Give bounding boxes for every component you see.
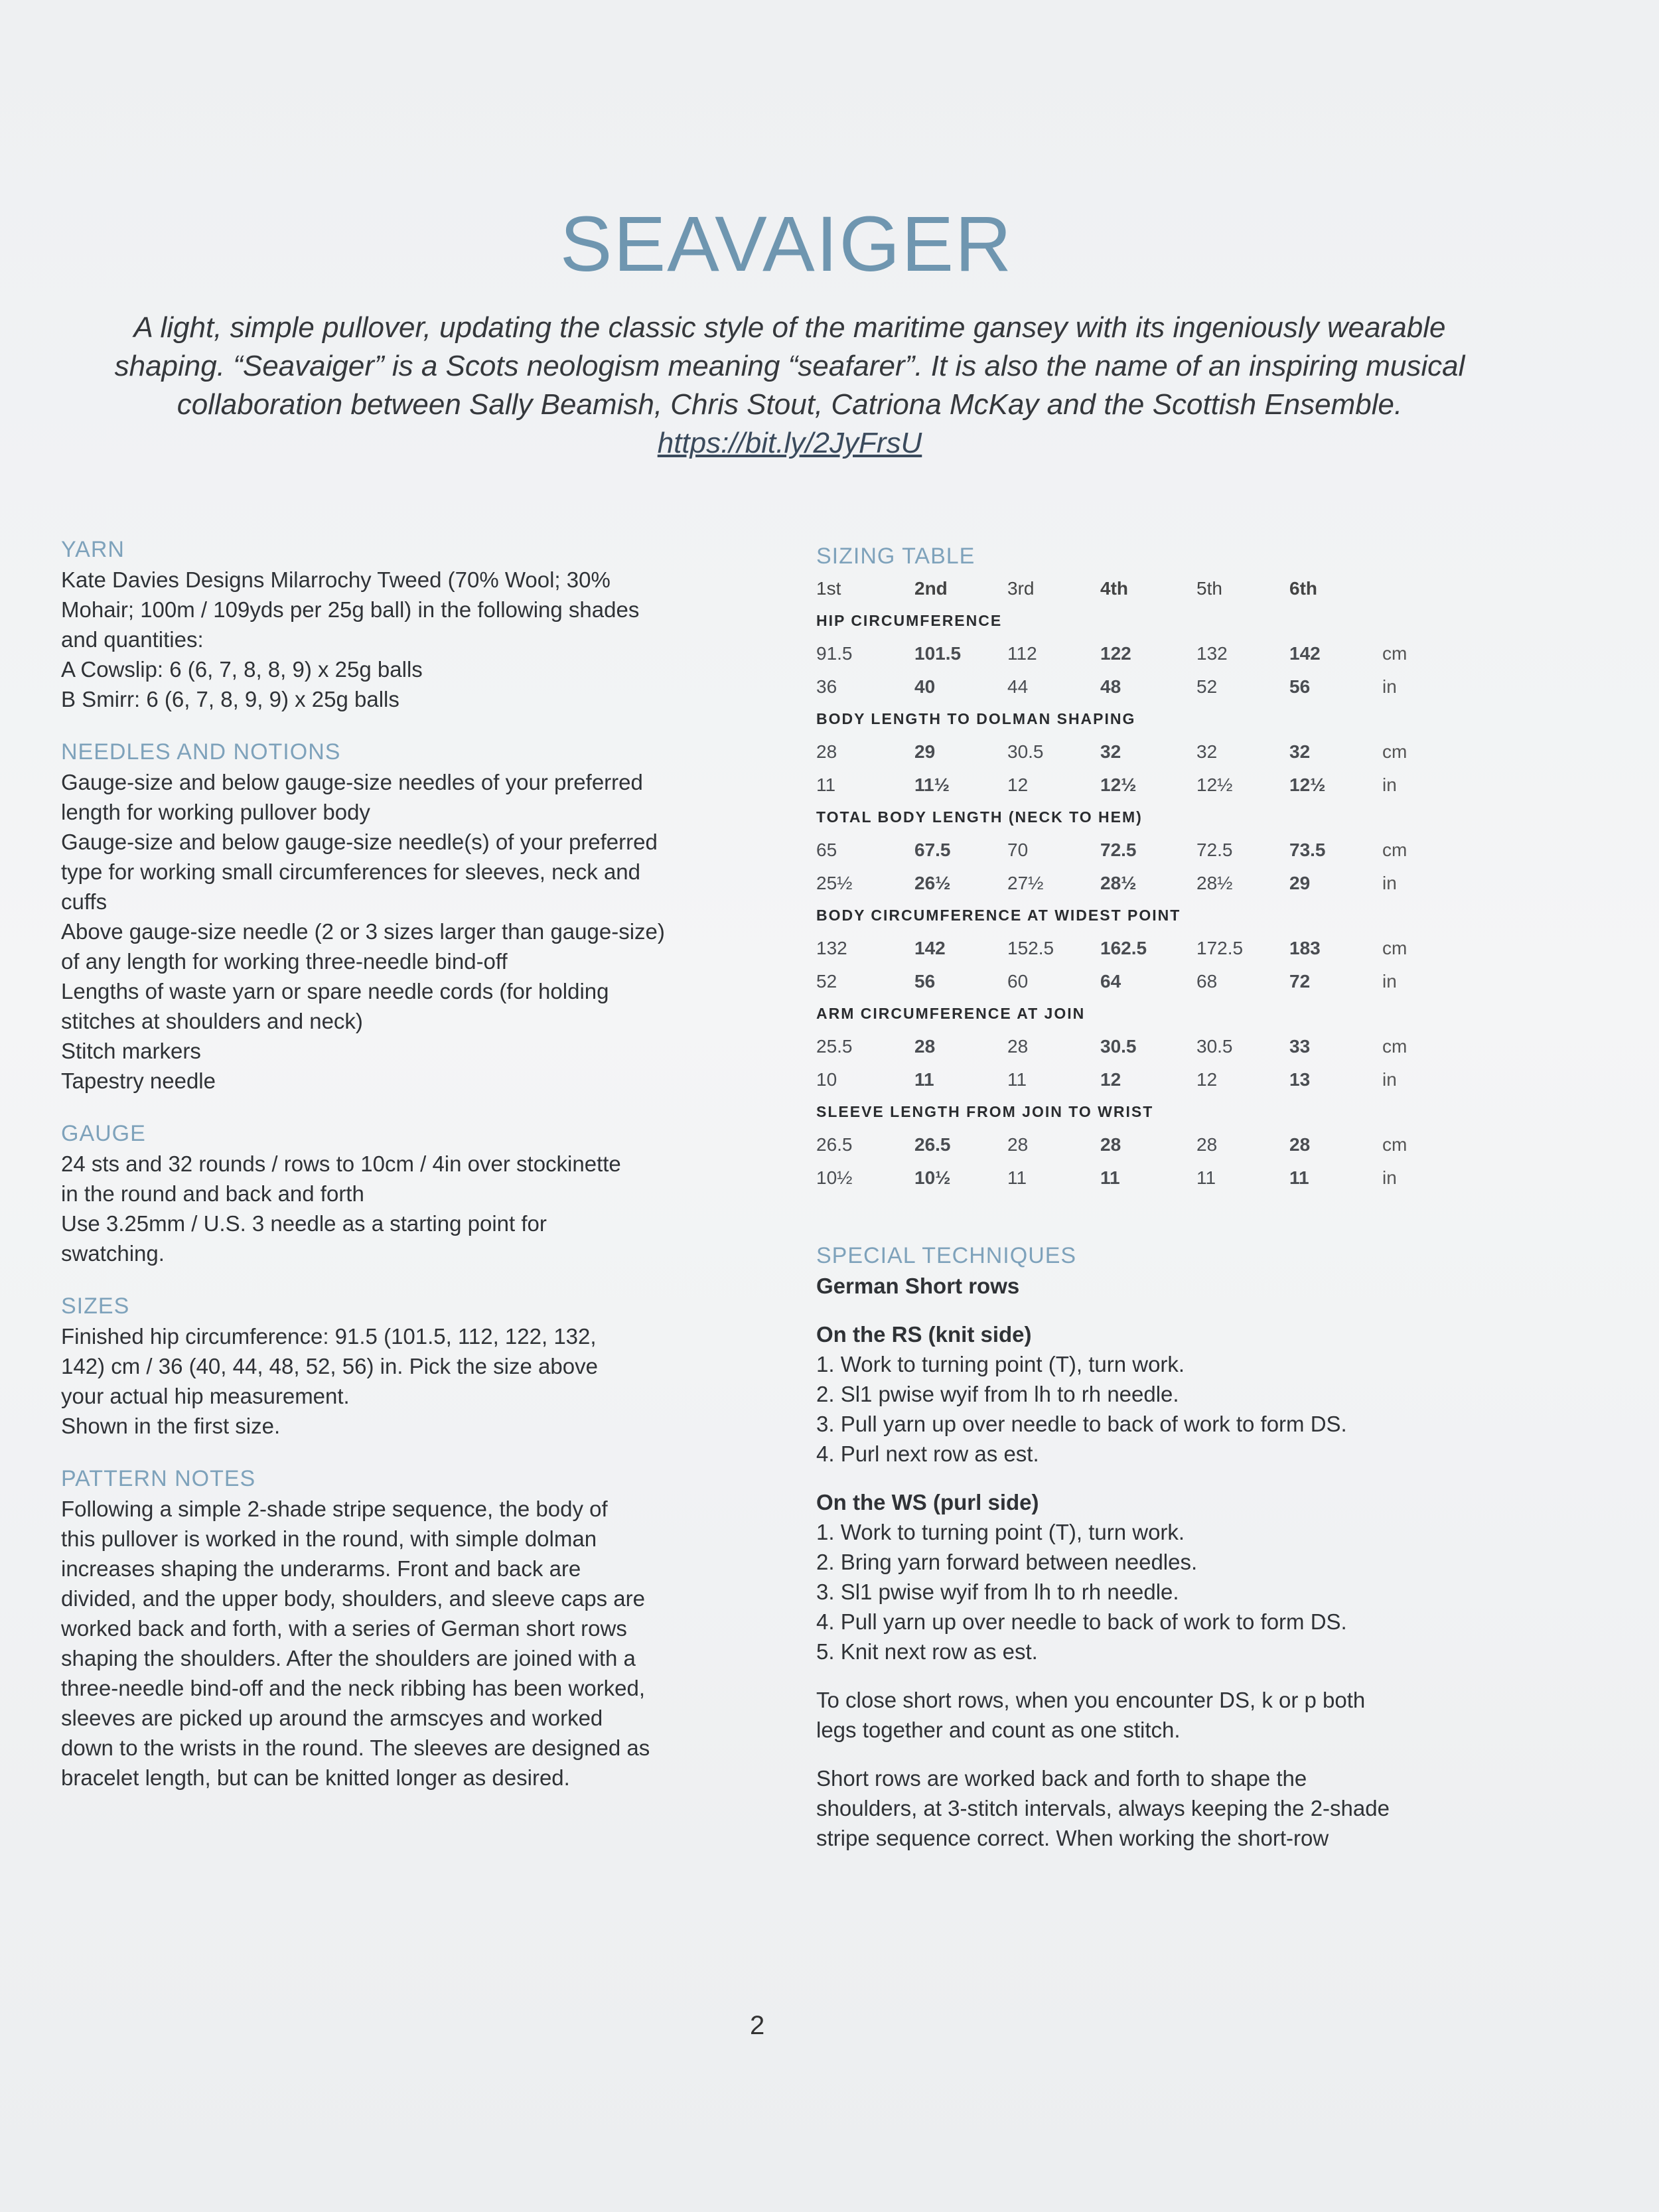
measurement-value: 12½ [1289,774,1326,795]
ws-step: 2. Bring yarn forward between needles. [816,1550,1198,1574]
gauge-heading: GAUGE [61,1121,146,1146]
needles-heading: NEEDLES AND NOTIONS [61,739,341,765]
measurement-unit: cm [1382,839,1407,860]
size-column-label: 2nd [914,577,948,599]
intro-link[interactable]: https://bit.ly/2JyFrsU [657,427,922,459]
measurement-value: 12 [1100,1069,1121,1090]
measurement-value: 26½ [914,872,951,893]
measurement-unit: cm [1382,937,1407,958]
needles-line: Above gauge-size needle (2 or 3 sizes larger than gauge-size) [61,919,665,944]
sizing-header-row [816,571,1500,605]
measurement-value: 25.5 [816,1035,853,1057]
measurement-value: 122 [1100,642,1131,664]
measurement-value: 142 [914,937,946,958]
needles-line: length for working pullover body [61,800,370,824]
measurement-value: 64 [1100,970,1121,992]
pattern-notes-section [61,1463,751,1793]
measurement-value: 11 [816,774,836,795]
measurement-value: 28 [1289,1134,1311,1155]
measurement-value: 162.5 [1100,937,1147,958]
size-column-label: 4th [1100,577,1128,599]
measurement-unit: cm [1382,1035,1407,1057]
intro-paragraph [66,309,1513,463]
measurement-value: 152.5 [1007,937,1054,958]
measurement-row [816,1063,1500,1096]
measurement-value: 11 [914,1069,934,1090]
measurement-label: BODY CIRCUMFERENCE AT WIDEST POINT [816,906,1181,924]
measurement-value: 11 [1007,1167,1027,1188]
ws-step: 5. Knit next row as est. [816,1639,1038,1664]
measurement-value: 28½ [1196,872,1233,893]
measurement-row [816,1161,1500,1194]
measurement-value: 72.5 [1100,839,1137,860]
measurement-row [816,931,1500,964]
measurement-value: 30.5 [1007,741,1044,762]
measurement-value: 132 [816,937,847,958]
measurement-value: 11 [1007,1069,1027,1090]
ws-step: 3. Sl1 pwise wyif from lh to rh needle. [816,1580,1179,1604]
pattern-notes-line: three-needle bind-off and the neck ribbing has been worked, [61,1676,645,1700]
measurement-unit: in [1382,970,1397,992]
page-number: 2 [750,2011,765,2040]
page-title: SEAVAIGER [559,200,1013,288]
measurement-unit: cm [1382,741,1407,762]
needles-section [61,737,751,1096]
shoulder-short-rows-paragraph [816,1763,1500,1853]
ws-step: 1. Work to turning point (T), turn work. [816,1520,1185,1544]
measurement-group-row [816,1096,1500,1128]
yarn-line: A Cowslip: 6 (6, 7, 8, 8, 9) x 25g balls [61,657,423,682]
pattern-notes-line: increases shaping the underarms. Front and back are [61,1556,581,1581]
measurement-label: BODY LENGTH TO DOLMAN SHAPING [816,709,1136,727]
pattern-notes-line: Following a simple 2-shade stripe sequence, the body of [61,1497,608,1521]
measurement-value: 30.5 [1100,1035,1137,1057]
measurement-value: 132 [1196,642,1228,664]
intro-line: shaping. “Seavaiger” is a Scots neologism meaning “seafarer”. It is also the name of an inspiring musical [114,350,1465,382]
measurement-row [816,735,1500,768]
measurement-value: 12½ [1196,774,1233,795]
needles-line: Gauge-size and below gauge-size needles of your preferred [61,770,643,794]
measurement-group-row [816,703,1500,735]
measurement-value: 11 [1196,1167,1216,1188]
measurement-unit: in [1382,676,1397,697]
gauge-line: swatching. [61,1241,165,1266]
needles-line: cuffs [61,889,108,914]
measurement-row [816,1128,1500,1161]
measurement-unit: cm [1382,642,1407,664]
measurement-value: 40 [914,676,936,697]
measurement-value: 28 [1007,1134,1029,1155]
measurement-value: 12 [1196,1069,1218,1090]
measurement-value: 48 [1100,676,1121,697]
gauge-line: in the round and back and forth [61,1181,364,1206]
measurement-row [816,636,1500,670]
measurement-value: 10½ [816,1167,853,1188]
sizes-line: Finished hip circumference: 91.5 (101.5, 112, 122, 132, [61,1324,597,1349]
yarn-heading: YARN [61,537,125,562]
shoulder-line: Short rows are worked back and forth to shape the [816,1766,1307,1791]
measurement-row [816,768,1500,801]
rs-steps-block [816,1319,1500,1469]
gauge-line: 24 sts and 32 rounds / rows to 10cm / 4in over stockinette [61,1151,621,1176]
measurement-value: 60 [1007,970,1029,992]
measurement-row [816,964,1500,997]
sizes-line: Shown in the first size. [61,1414,281,1438]
left-column [61,534,751,1815]
sizing-table-body [816,571,1500,1194]
measurement-value: 70 [1007,839,1029,860]
measurement-value: 56 [1289,676,1311,697]
measurement-value: 28 [1007,1035,1029,1057]
rs-step: 4. Purl next row as est. [816,1441,1039,1466]
needles-line: Gauge-size and below gauge-size needle(s) of your preferred [61,830,658,854]
special-techniques-subheading: German Short rows [816,1274,1020,1298]
measurement-unit: in [1382,774,1397,795]
pattern-notes-line: down to the wrists in the round. The sleeves are designed as [61,1735,650,1760]
ws-steps-block [816,1487,1500,1666]
measurement-value: 72.5 [1196,839,1233,860]
measurement-value: 28 [816,741,837,762]
close-short-rows-paragraph [816,1685,1500,1745]
measurement-value: 28½ [1100,872,1137,893]
size-column-label: 1st [816,577,841,599]
needles-line: of any length for working three-needle bind-off [61,949,508,974]
measurement-unit: in [1382,872,1397,893]
measurement-value: 142 [1289,642,1321,664]
measurement-unit: in [1382,1069,1397,1090]
sizing-table [816,571,1500,1194]
measurement-row [816,1029,1500,1063]
size-column-label: 3rd [1007,577,1035,599]
yarn-line: and quantities: [61,627,204,652]
special-techniques-heading: SPECIAL TECHNIQUES [816,1243,1077,1268]
unit-cell [1382,571,1500,605]
measurement-value: 91.5 [816,642,853,664]
ws-step: 4. Pull yarn up over needle to back of work to form DS. [816,1609,1347,1634]
yarn-section [61,534,751,714]
measurement-value: 32 [1100,741,1121,762]
measurement-value: 12½ [1100,774,1137,795]
measurement-group-row [816,899,1500,931]
gauge-line: Use 3.25mm / U.S. 3 needle as a starting point for [61,1211,547,1236]
intro-line: A light, simple pullover, updating the classic style of the maritime gansey with its ingeniously wearable [133,311,1446,344]
measurement-value: 36 [816,676,837,697]
needles-line: stitches at shoulders and neck) [61,1009,363,1033]
size-column-label: 6th [1289,577,1317,599]
ws-heading: On the WS (purl side) [816,1490,1039,1514]
measurement-value: 56 [914,970,936,992]
pattern-notes-heading: PATTERN NOTES [61,1466,256,1491]
rs-heading: On the RS (knit side) [816,1322,1032,1347]
pattern-notes-line: worked back and forth, with a series of German short rows [61,1616,627,1641]
needles-line: Stitch markers [61,1039,201,1063]
pattern-notes-line: divided, and the upper body, shoulders, and sleeve caps are [61,1586,645,1611]
measurement-label: TOTAL BODY LENGTH (NECK TO HEM) [816,808,1143,826]
yarn-line: B Smirr: 6 (6, 7, 8, 9, 9) x 25g balls [61,687,399,711]
close-line: To close short rows, when you encounter DS, k or p both [816,1688,1366,1712]
yarn-line: Kate Davies Designs Milarrochy Tweed (70% Wool; 30% [61,567,611,592]
measurement-value: 32 [1196,741,1218,762]
measurement-value: 26.5 [914,1134,951,1155]
measurement-value: 183 [1289,937,1321,958]
measurement-value: 73.5 [1289,839,1326,860]
measurement-value: 28 [1196,1134,1218,1155]
needles-line: type for working small circumferences for sleeves, neck and [61,859,641,884]
measurement-value: 10½ [914,1167,951,1188]
measurement-value: 67.5 [914,839,951,860]
measurement-group-row [816,605,1500,636]
measurement-value: 172.5 [1196,937,1244,958]
measurement-group-row [816,801,1500,833]
size-column-label: 5th [1196,577,1222,599]
measurement-label: SLEEVE LENGTH FROM JOIN TO WRIST [816,1102,1154,1120]
measurement-value: 11 [1289,1167,1309,1188]
measurement-row [816,866,1500,899]
measurement-value: 30.5 [1196,1035,1233,1057]
needles-line: Tapestry needle [61,1069,216,1093]
measurement-unit: in [1382,1167,1397,1188]
measurement-value: 28 [914,1035,936,1057]
measurement-value: 52 [1196,676,1218,697]
measurement-label: HIP CIRCUMFERENCE [816,611,1003,629]
measurement-value: 29 [1289,872,1311,893]
pattern-notes-line: bracelet length, but can be knitted longer as desired. [61,1765,570,1790]
measurement-value: 72 [1289,970,1311,992]
measurement-value: 112 [1007,642,1037,664]
measurement-value: 101.5 [914,642,962,664]
measurement-value: 29 [914,741,936,762]
measurement-value: 32 [1289,741,1311,762]
rs-step: 3. Pull yarn up over needle to back of work to form DS. [816,1412,1347,1436]
close-line: legs together and count as one stitch. [816,1718,1181,1742]
measurement-value: 33 [1289,1035,1311,1057]
measurement-value: 11½ [914,774,950,795]
measurement-value: 10 [816,1069,837,1090]
measurement-value: 68 [1196,970,1218,992]
right-column [816,541,1500,1853]
pattern-notes-line: this pullover is worked in the round, with simple dolman [61,1526,597,1551]
measurement-value: 27½ [1007,872,1044,893]
sizes-section [61,1291,751,1441]
gauge-section [61,1118,751,1268]
measurement-value: 44 [1007,676,1029,697]
shoulder-line: stripe sequence correct. When working the short-row [816,1826,1329,1850]
measurement-value: 52 [816,970,837,992]
measurement-value: 26.5 [816,1134,853,1155]
measurement-value: 65 [816,839,837,860]
pattern-notes-line: sleeves are picked up around the armscyes and worked [61,1706,603,1730]
measurement-value: 25½ [816,872,853,893]
measurement-value: 13 [1289,1069,1311,1090]
needles-line: Lengths of waste yarn or spare needle cords (for holding [61,979,609,1003]
yarn-line: Mohair; 100m / 109yds per 25g ball) in the following shades [61,597,640,622]
shoulder-line: shoulders, at 3-stitch intervals, always keeping the 2-shade [816,1796,1390,1820]
measurement-unit: cm [1382,1134,1407,1155]
sizing-table-heading: SIZING TABLE [816,544,975,569]
measurement-group-row [816,997,1500,1029]
measurement-label: ARM CIRCUMFERENCE AT JOIN [816,1004,1086,1022]
rs-step: 1. Work to turning point (T), turn work. [816,1352,1185,1376]
measurement-value: 12 [1007,774,1029,795]
measurement-row [816,670,1500,703]
sizes-heading: SIZES [61,1293,130,1319]
measurement-value: 28 [1100,1134,1121,1155]
rs-step: 2. Sl1 pwise wyif from lh to rh needle. [816,1382,1179,1406]
intro-line: collaboration between Sally Beamish, Chris Stout, Catriona McKay and the Scottish Ensemble. [177,388,1403,421]
pattern-notes-line: shaping the shoulders. After the shoulders are joined with a [61,1646,636,1670]
measurement-row [816,833,1500,866]
measurement-value: 11 [1100,1167,1120,1188]
sizes-line: 142) cm / 36 (40, 44, 48, 52, 56) in. Pick the size above [61,1354,598,1378]
sizes-line: your actual hip measurement. [61,1384,350,1408]
